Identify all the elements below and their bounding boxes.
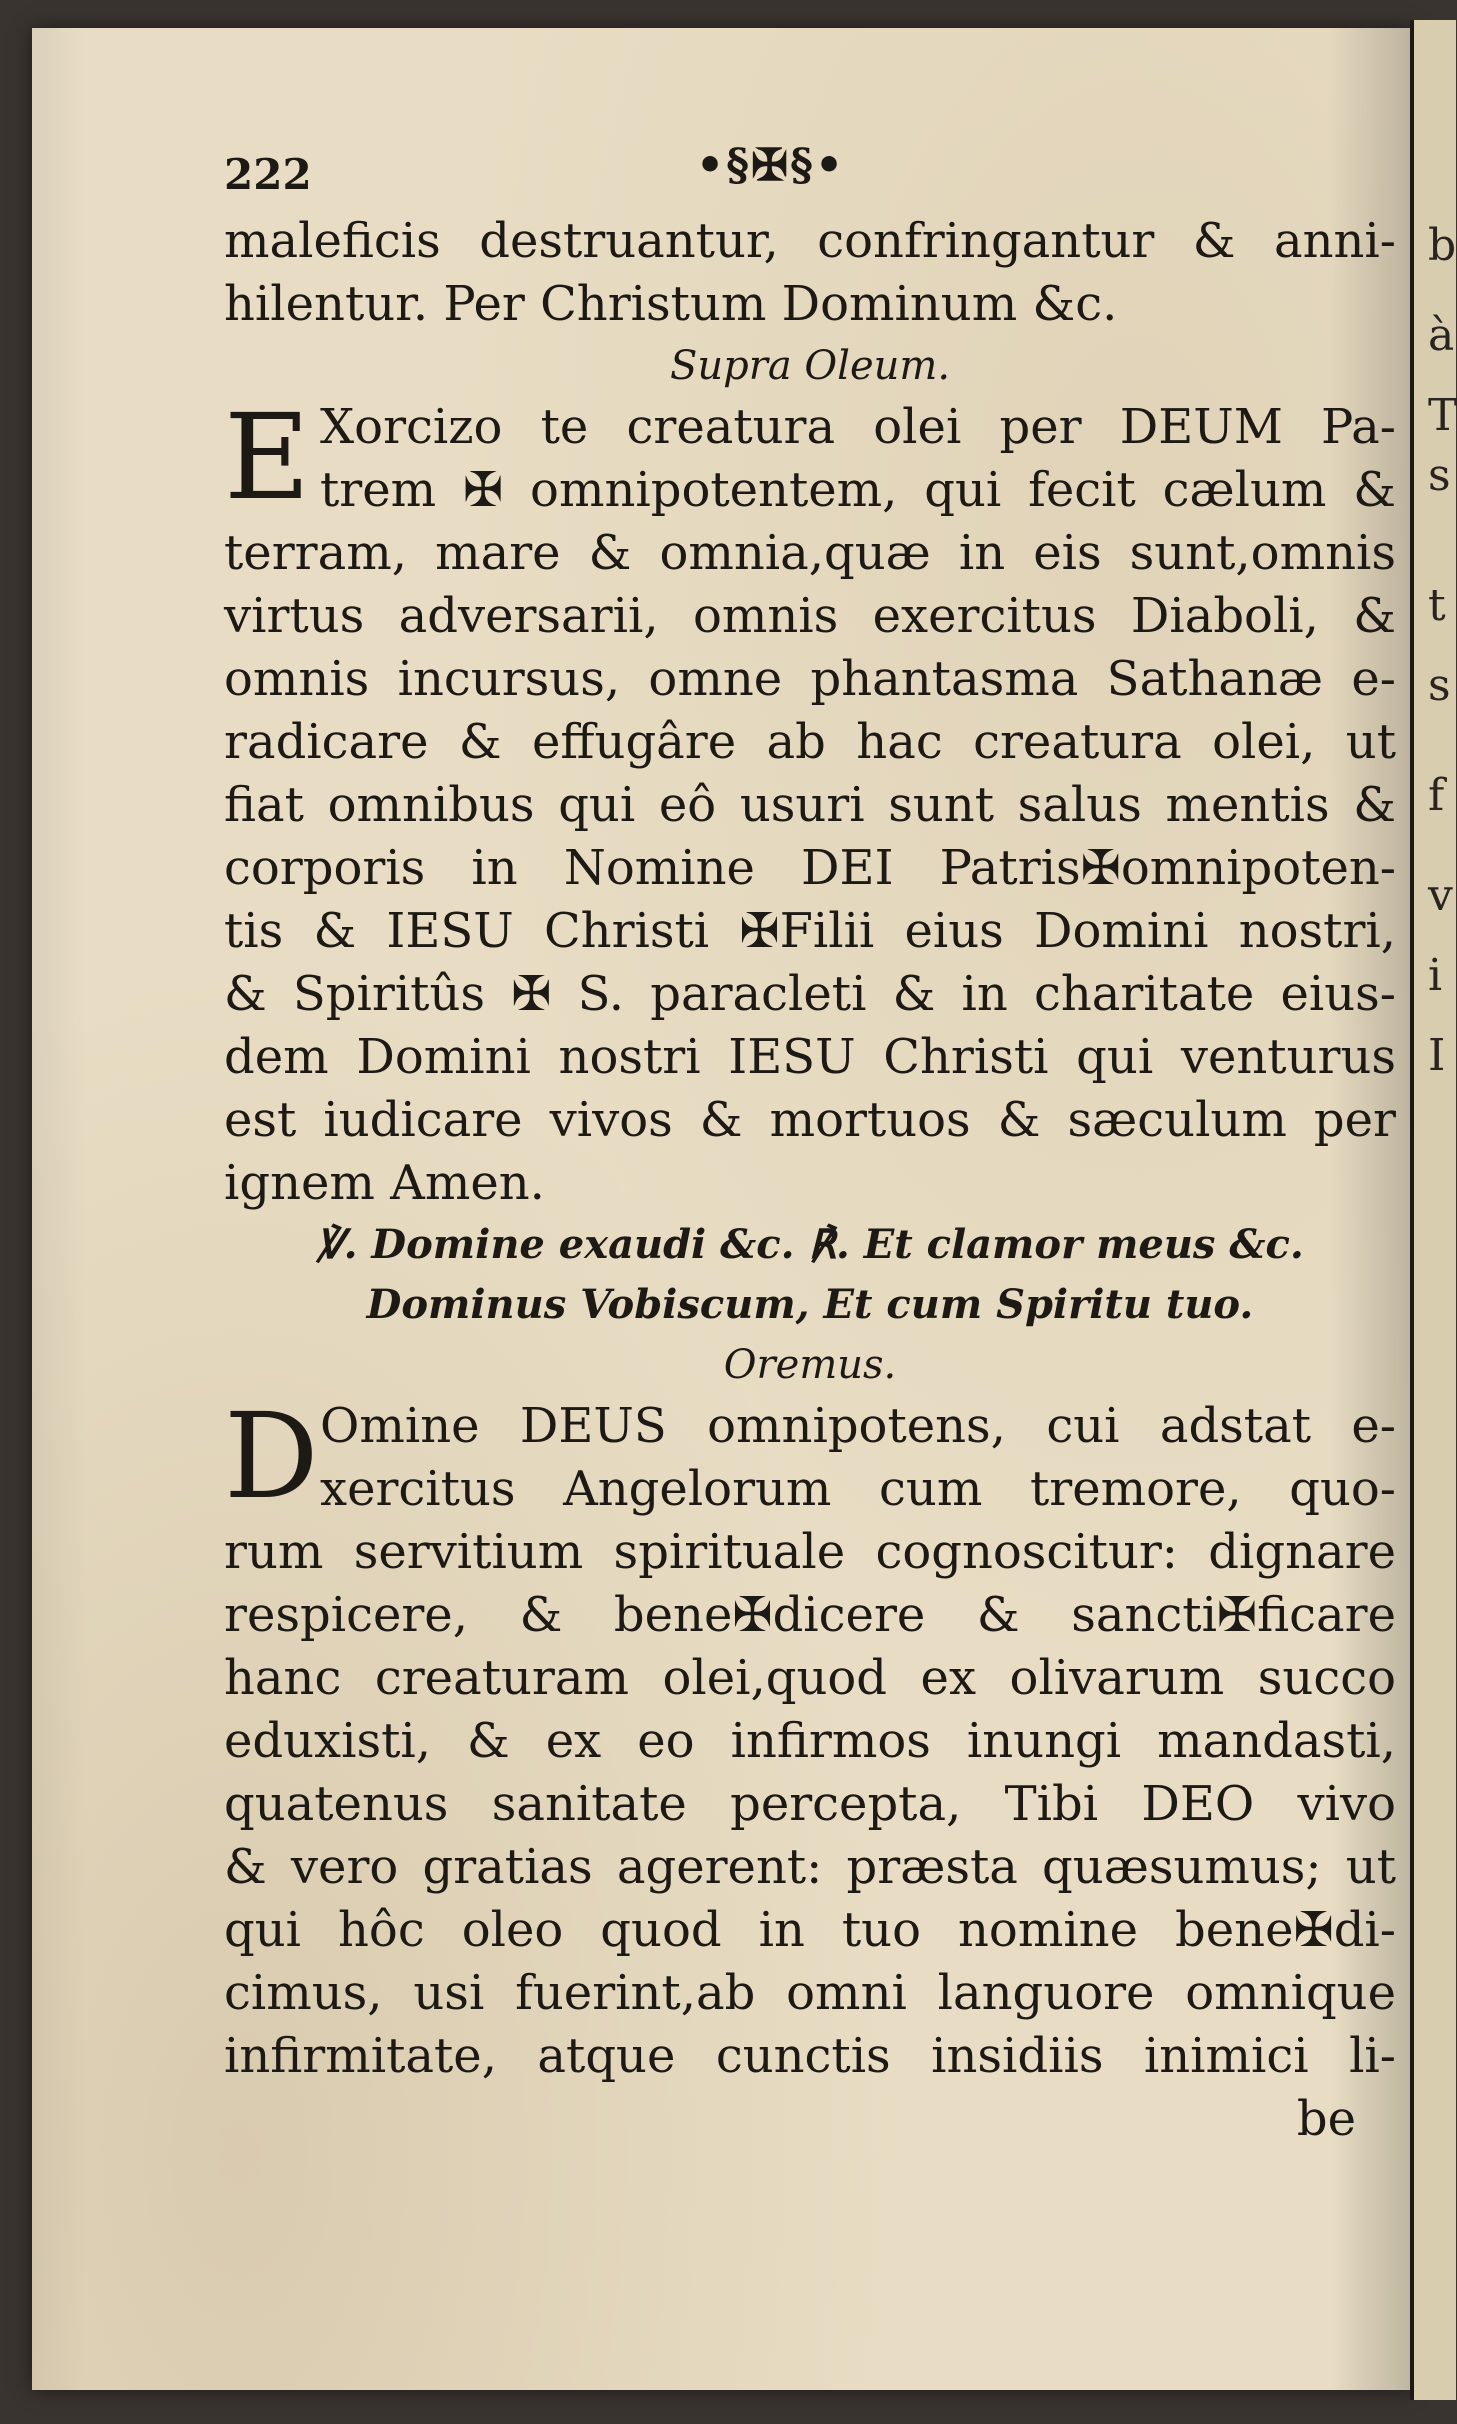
text-line: ignem Amen. bbox=[224, 1155, 545, 1211]
text-line: hanc creaturam olei,quod ex olivarum succo bbox=[224, 1650, 1396, 1706]
text-line: hilentur. Per Christum Dominum &c. bbox=[224, 276, 1118, 332]
adjacent-page-letter: s bbox=[1428, 660, 1451, 711]
header-ornament: •§✠§• bbox=[696, 140, 846, 191]
adjacent-page-letter: T bbox=[1428, 390, 1457, 441]
drop-cap: E bbox=[224, 388, 311, 526]
text-line: & Spiritûs ✠ S. paracleti & in charitate eius- bbox=[224, 966, 1396, 1022]
text-line: Xorcizo te creatura olei per DEUM Pa- bbox=[320, 399, 1396, 455]
text-line: quatenus sanitate percepta, Tibi DEO vivo bbox=[224, 1776, 1396, 1832]
text-line: fiat omnibus qui eô usuri sunt salus mentis & bbox=[224, 777, 1396, 833]
running-header bbox=[224, 140, 1396, 210]
text-line: Omine DEUS omnipotens, cui adstat e- bbox=[320, 1398, 1396, 1454]
adjacent-page-letter: I bbox=[1428, 1030, 1446, 1081]
text-line: virtus adversarii, omnis exercitus Diaboli, & bbox=[224, 588, 1396, 644]
page-text bbox=[224, 140, 1396, 2151]
dominus-vobiscum-line: Dominus Vobiscum, Et cum Spiritu tuo. bbox=[366, 1281, 1254, 1328]
section-heading: Supra Oleum. bbox=[669, 343, 951, 389]
paragraph-prayer bbox=[224, 1387, 1396, 2088]
adjacent-page-letter: i bbox=[1428, 950, 1443, 1001]
text-line: maleficis destruantur, confringantur & anni- bbox=[224, 213, 1396, 269]
catchword: be bbox=[1296, 2091, 1356, 2147]
text-line: radicare & effugâre ab hac creatura olei, ut bbox=[224, 714, 1396, 770]
text-line: infirmitate, atque cunctis insidiis inimici li- bbox=[224, 2028, 1396, 2084]
adjacent-page-letter: s bbox=[1428, 450, 1451, 501]
text-line: omnis incursus, omne phantasma Sathanæ e- bbox=[224, 651, 1396, 707]
adjacent-page-letter: à bbox=[1428, 310, 1455, 361]
text-line: trem ✠ omnipotentem, qui fecit cælum & bbox=[320, 462, 1396, 518]
text-line: dem Domini nostri IESU Christi qui venturus bbox=[224, 1029, 1396, 1085]
page-number: 222 bbox=[224, 150, 312, 199]
adjacent-page-letter: b bbox=[1428, 220, 1457, 271]
text-line: tis & IESU Christi ✠Filii eius Domini nostri, bbox=[224, 903, 1396, 959]
text-line: qui hôc oleo quod in tuo nomine bene✠di- bbox=[224, 1902, 1396, 1958]
text-line: xercitus Angelorum cum tremore, quo- bbox=[320, 1461, 1396, 1517]
paragraph-exorcism bbox=[224, 388, 1396, 1215]
text-line: rum servitium spirituale cognoscitur: dignare bbox=[224, 1524, 1396, 1580]
section-heading-oremus: Oremus. bbox=[723, 1342, 897, 1388]
adjacent-page-letter: f bbox=[1428, 770, 1445, 821]
versicle-line: ℣. Domine exaudi &c. ℟. Et clamor meus &c. bbox=[316, 1221, 1304, 1268]
text-line: est iudicare vivos & mortuos & sæculum per bbox=[224, 1092, 1396, 1148]
text-line: cimus, usi fuerint,ab omni languore omnique bbox=[224, 1965, 1396, 2021]
adjacent-page-letter: v bbox=[1428, 870, 1453, 921]
text-line: eduxisti, & ex eo infirmos inungi mandasti, bbox=[224, 1713, 1396, 1769]
text-line: respicere, & bene✠dicere & sancti✠ficare bbox=[224, 1587, 1396, 1643]
adjacent-page-edge bbox=[1410, 20, 1456, 2400]
drop-cap: D bbox=[224, 1387, 319, 1525]
text-line: & vero gratias agerent: præsta quæsumus; ut bbox=[224, 1839, 1396, 1895]
adjacent-page-letter: t bbox=[1428, 580, 1446, 631]
text-line: terram, mare & omnia,quæ in eis sunt,omnis bbox=[224, 525, 1396, 581]
text-line: corporis in Nomine DEI Patris✠omnipoten- bbox=[224, 840, 1396, 896]
